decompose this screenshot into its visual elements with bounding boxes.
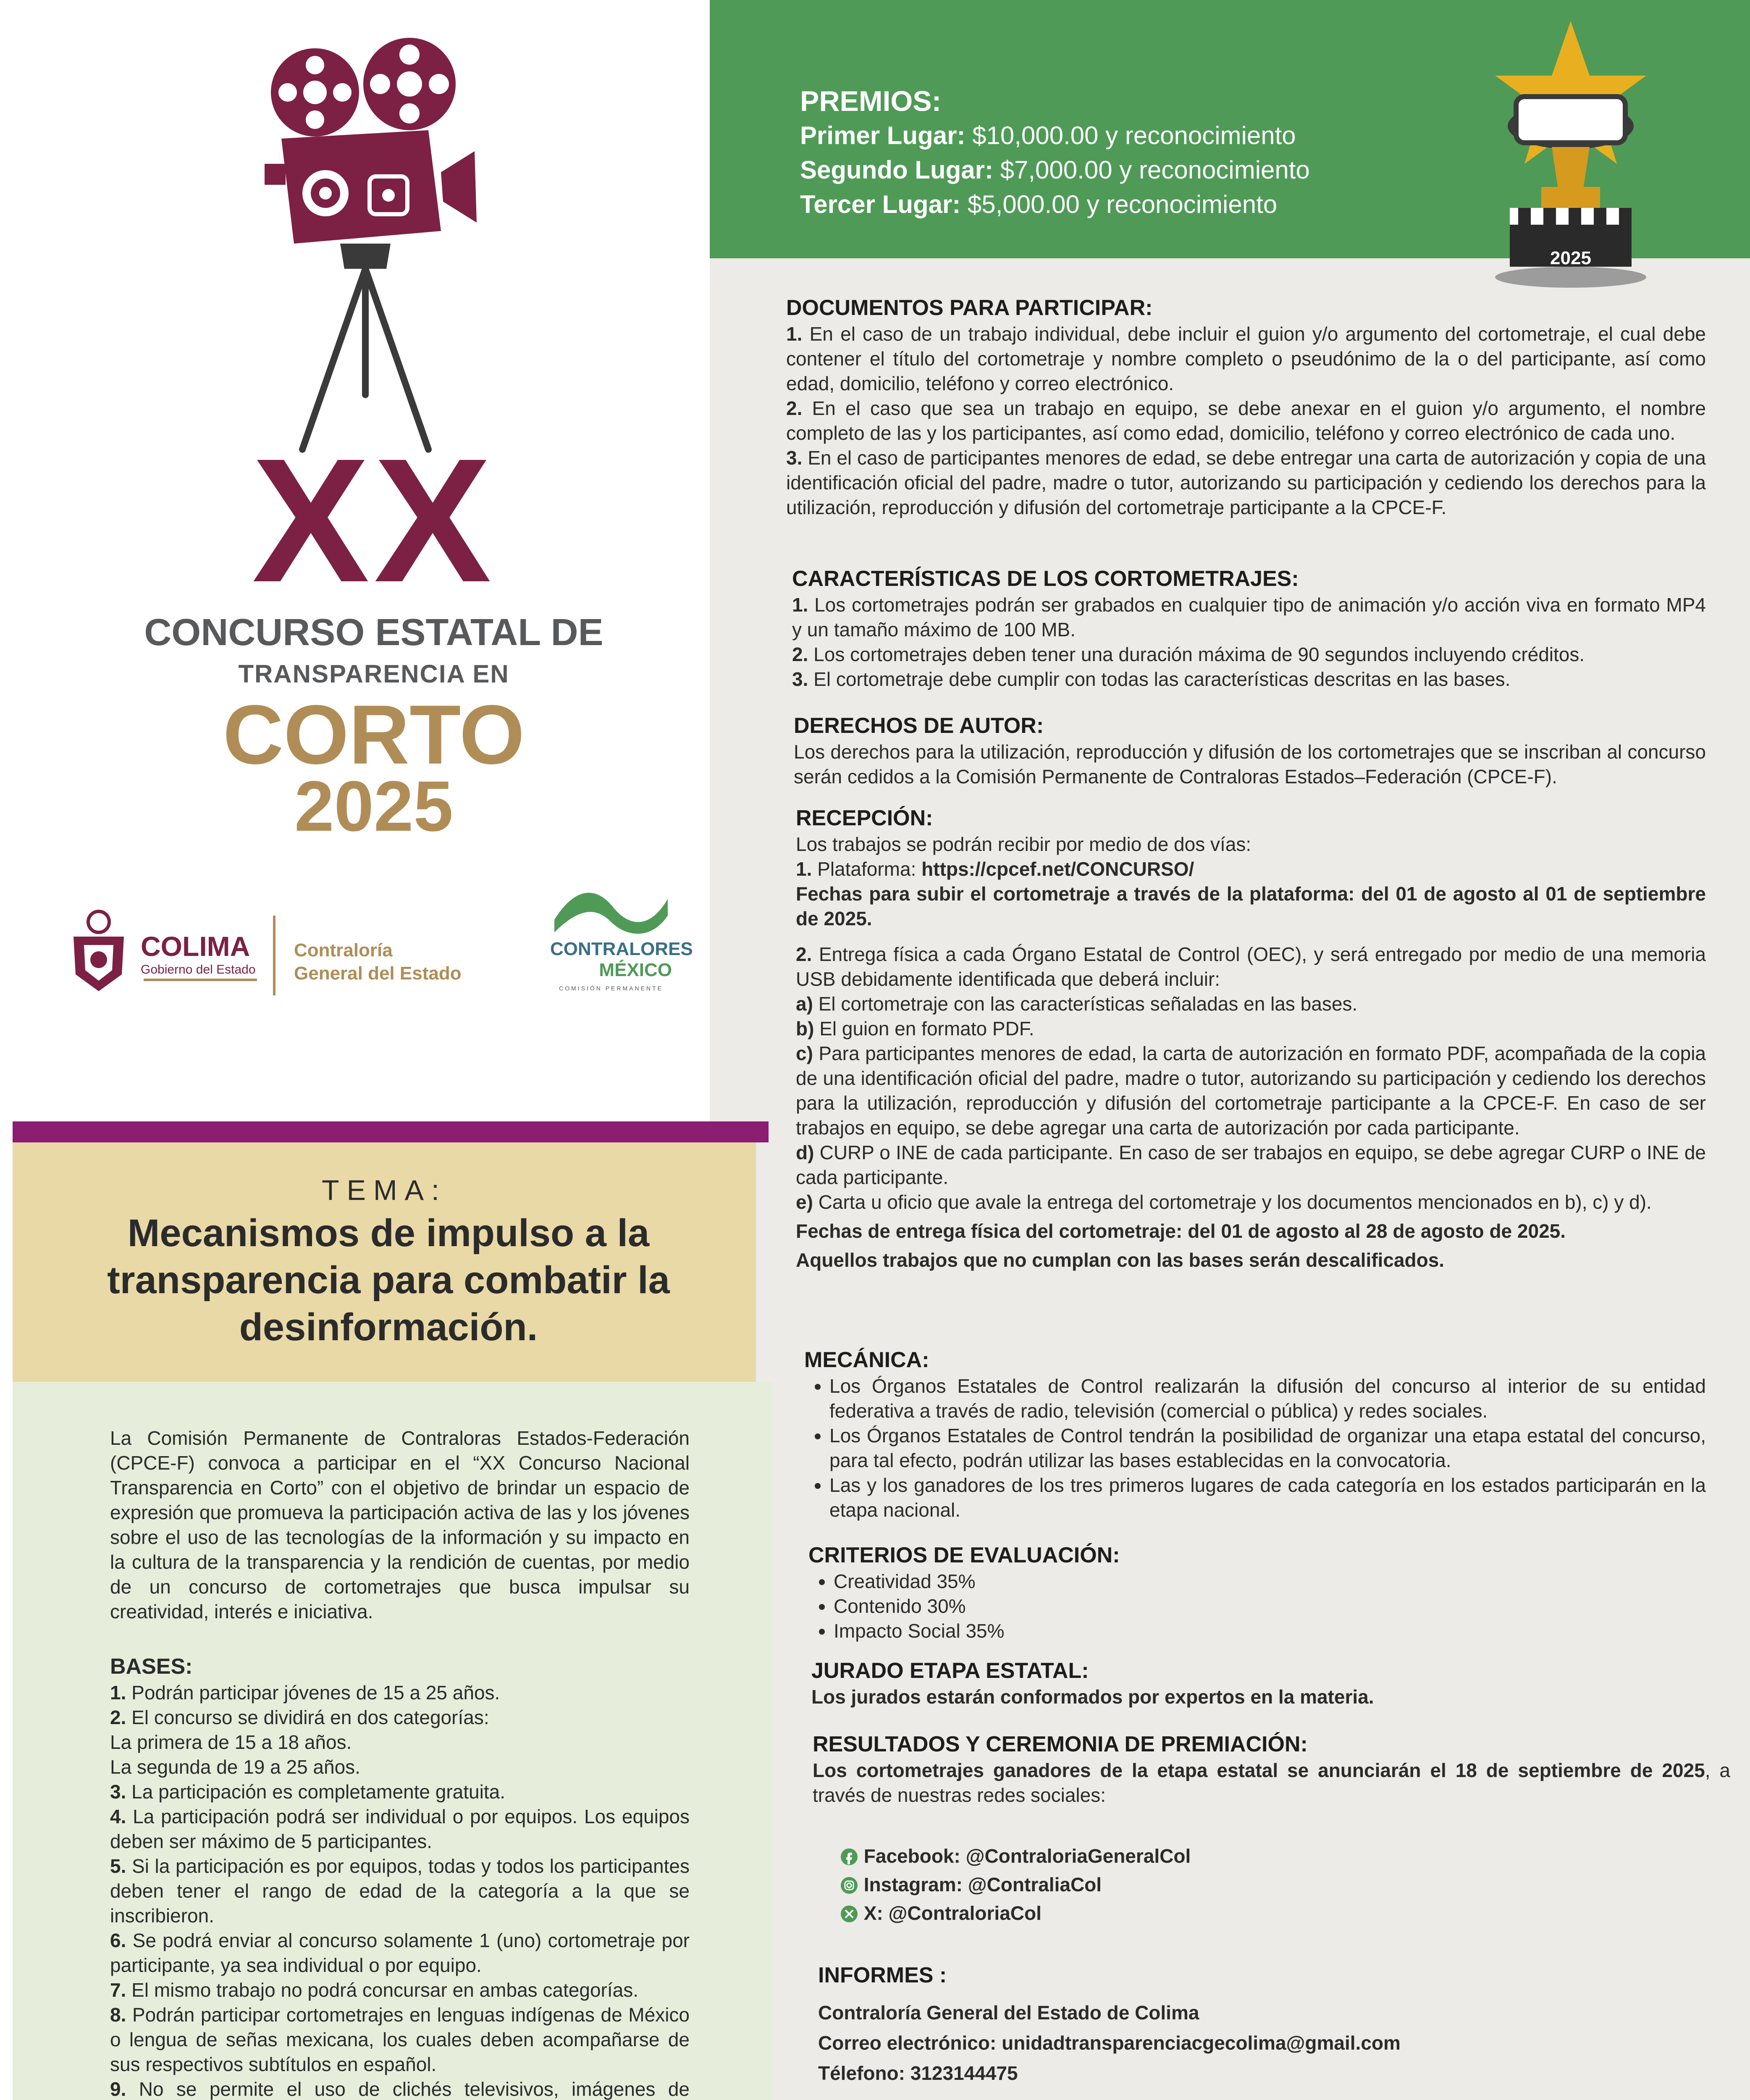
- item-number: 8.: [110, 2004, 126, 2026]
- recepcion-intro: Los trabajos se podrán recibir por medio de dos vías:: [796, 833, 1251, 855]
- jurado-title: JURADO ETAPA ESTATAL:: [811, 1659, 1089, 1683]
- bases-item: [110, 1755, 690, 1780]
- mecanica-item: • Las y los ganadores de los tres primeros lugares de cada categoría en los estados participarán en la etapa nacional.: [829, 1473, 1706, 1522]
- recepcion-sub-item: [796, 1016, 1706, 1041]
- item-letter: a): [796, 993, 813, 1015]
- bases-item: [110, 1978, 690, 2003]
- title-numeral: XX: [252, 422, 496, 619]
- title-corto: CORTO: [223, 688, 525, 782]
- bases-item: [110, 1928, 690, 1978]
- item-number: 3.: [786, 447, 803, 469]
- intro-text: [110, 1426, 690, 1624]
- mecanica-list: [804, 1374, 1706, 1522]
- caracteristicas-item: [792, 593, 1706, 642]
- informes-phone: Télefono: 3123144475: [818, 2062, 1018, 2084]
- bases-item: [110, 2077, 690, 2100]
- caracteristicas-title: CARACTERÍSTICAS DE LOS CORTOMETRAJES:: [792, 567, 1299, 591]
- item-text: El concurso se dividirá en dos categorías:: [131, 1706, 489, 1728]
- contraloria-logo-line2: General del Estado: [294, 963, 462, 984]
- prize-first-label: Primer Lugar:: [800, 121, 966, 150]
- item-text: El cortometraje con las características señaladas en las bases.: [818, 993, 1358, 1015]
- section-mecanica: [804, 1346, 1706, 1522]
- resultados-title: RESULTADOS Y CEREMONIA DE PREMIACIÓN:: [813, 1732, 1308, 1756]
- item-number: 9.: [110, 2078, 126, 2100]
- section-documentos: [786, 294, 1706, 520]
- criterios-item: • Creatividad 35%: [834, 1569, 1706, 1594]
- documentos-item: [786, 322, 1706, 396]
- social-instagram[interactable]: [840, 1870, 1596, 1899]
- criterios-item: • Contenido 30%: [834, 1594, 1706, 1619]
- contralores-swoosh-icon: [550, 890, 672, 937]
- derechos-text: Los derechos para la utilización, reproducción y difusión de los cortometrajes que se inscriban al concurso serán cedidos a la Comisión Permanente de Contraloras Estados–Federación (CPCE-F).: [794, 741, 1706, 788]
- title-line-1: CONCURSO ESTATAL DE: [144, 612, 603, 654]
- criterios-list: [808, 1569, 1706, 1643]
- bases-item: [110, 1730, 690, 1755]
- x-icon: [840, 1905, 858, 1923]
- item-text: La participación podrá ser individual o por equipos. Los equipos deben ser máximo de 5 participantes.: [110, 1806, 690, 1852]
- item-letter: b): [796, 1018, 814, 1040]
- informes-title: INFORMES :: [818, 1963, 947, 1987]
- colima-logo-ornament: [144, 979, 257, 981]
- documentos-title: DOCUMENTOS PARA PARTICIPAR:: [786, 296, 1153, 320]
- prize-third: [800, 187, 1310, 222]
- prize-third-label: Tercer Lugar:: [800, 190, 961, 218]
- item-text: Carta u oficio que avale la entrega del cortometraje y los documentos mencionados en b), c) y d).: [818, 1191, 1652, 1213]
- item-text: CURP o INE de cada participante. En caso de ser trabajos en equipo, se debe agregar CURP o INE de cada participante.: [796, 1142, 1706, 1188]
- item-text: Para participantes menores de edad, la carta de autorización en formato PDF, acompañada de la copia de una identificación oficial del padre, madre o tutor, autorizando su participación y cediendo los derechos para la utilización, reproducción y difusión del cortometraje participante a la CPCE-F. En caso de ser trabajos en equipo, se debe agregar una carta de autorización por cada participante.: [796, 1042, 1706, 1139]
- item-number: 2.: [110, 1706, 126, 1728]
- prize-third-value: $5,000.00 y reconocimiento: [968, 190, 1278, 218]
- caracteristicas-item: [792, 642, 1706, 667]
- jurado-text: Los jurados estarán conformados por expertos en la materia.: [811, 1686, 1374, 1708]
- item-number: 1.: [786, 323, 803, 345]
- caracteristicas-item: [792, 667, 1706, 692]
- section-recepcion: [796, 804, 1706, 1273]
- bases-item: [110, 1854, 690, 1928]
- mecanica-title: MECÁNICA:: [804, 1348, 929, 1372]
- item-text: Entrega física a cada Órgano Estatal de Control (OEC), y será entregado por medio de una memoria USB debidamente identificada que deberá incluir:: [796, 943, 1706, 990]
- instagram-icon: [840, 1876, 858, 1895]
- facebook-icon: [840, 1848, 858, 1866]
- section-derechos: [794, 712, 1706, 789]
- prize-second-label: Segundo Lugar:: [800, 156, 993, 184]
- item-text: Los cortometrajes podrán ser grabados en cualquier tipo de animación y/o acción viva en formato MP4 y un tamaño máximo de 100 MB.: [792, 594, 1706, 640]
- item-number: 2.: [792, 643, 808, 665]
- item-number: 2.: [796, 943, 812, 965]
- item-number: 1.: [110, 1682, 126, 1704]
- mecanica-item: • Los Órganos Estatales de Control realizarán la difusión del concurso al interior de su entidad federativa a través de radio, televisión (comercial o pública) y redes sociales.: [829, 1374, 1706, 1423]
- bases-item: [110, 1705, 690, 1730]
- bases-item: [110, 1780, 690, 1804]
- resultados-rest: , a través de nuestras redes sociales:: [813, 1759, 1730, 1806]
- item-text: Se podrá enviar al concurso solamente 1 (uno) cortometraje por participante, ya sea individual o por equipo.: [110, 1929, 690, 1976]
- derechos-title: DERECHOS DE AUTOR:: [794, 714, 1044, 738]
- logo-separator: [273, 916, 275, 995]
- item-text: En el caso de un trabajo individual, debe incluir el guion y/o argumento del cortometraje, el cual debe contener el título del cortometraje y nombre completo o pseudónimo de la o del participante, así como edad, domicilio, teléfono y correo electrónico.: [786, 323, 1706, 394]
- section-resultados: [813, 1730, 1730, 1808]
- item-text: El cortometraje debe cumplir con todas las características descritas en las bases.: [813, 668, 1511, 690]
- title-line-2: TRANSPARENCIA EN: [238, 660, 509, 688]
- item-text: Podrán participar cortometrajes en lenguas indígenas de México o lengua de señas mexicana, los cuales deben acompañarse de sus respectivos subtítulos en español.: [110, 2004, 690, 2075]
- recepcion-sub-item: [796, 1041, 1706, 1140]
- item-number: 7.: [110, 1979, 126, 2001]
- section-informes: [818, 1961, 1704, 2100]
- purple-divider: [13, 1121, 769, 1142]
- item-letter: e): [796, 1191, 813, 1213]
- prizes-title: PREMIOS:: [800, 85, 942, 117]
- item-text: Si la participación es por equipos, todas y todos los participantes deben tener el rango de edad de la categoría a la que se inscribieron.: [110, 1855, 690, 1927]
- contralores-logo-line1: CONTRALORES: [550, 939, 693, 959]
- bases-item: [110, 2003, 690, 2077]
- tema-label: TEMA:: [322, 1174, 447, 1206]
- recepcion-title: RECEPCIÓN:: [796, 806, 933, 830]
- section-caracteristicas: [792, 565, 1706, 692]
- recepcion-platform-dates: [796, 882, 1706, 931]
- colima-logo-sub: Gobierno del Estado: [141, 963, 256, 976]
- prize-first: [800, 118, 1310, 153]
- item-text: La participación es completamente gratuita.: [131, 1781, 505, 1803]
- mecanica-item: • Los Órganos Estatales de Control tendrán la posibilidad de organizar una etapa estatal del concurso, para tal efecto, podrán utilizar las bases establecidas en la convocatoria.: [829, 1423, 1706, 1473]
- item-letter: d): [796, 1142, 814, 1163]
- platform-url-link[interactable]: https://cpcef.net/CONCURSO/: [921, 858, 1194, 880]
- social-label: X: @ContraloriaCol: [863, 1902, 1042, 1924]
- item-text: Podrán participar jóvenes de 15 a 25 años.: [131, 1682, 500, 1704]
- section-jurado: [811, 1657, 1706, 1709]
- recepcion-sub-item: [796, 1140, 1706, 1190]
- prize-first-value: $10,000.00 y reconocimiento: [972, 121, 1296, 150]
- item-number: 3.: [792, 668, 808, 690]
- colima-logo-name: COLIMA: [141, 931, 250, 962]
- recepcion-sub-item: [796, 1190, 1706, 1215]
- item-number: 3.: [110, 1781, 126, 1803]
- item-text: El guion en formato PDF.: [819, 1018, 1034, 1040]
- item-letter: c): [796, 1042, 813, 1064]
- social-x[interactable]: [840, 1899, 1596, 1927]
- item-text: La segunda de 19 a 25 años.: [110, 1756, 360, 1778]
- platform-dates: Fechas para subir el cortometraje a través de la plataforma: del 01 de agosto al 01 de septiembre de 2025.: [796, 883, 1706, 929]
- bases-title: BASES:: [110, 1654, 193, 1679]
- informes-email: Correo electrónico: unidadtransparenciacgecolima@gmail.com: [818, 2032, 1401, 2054]
- recepcion-physical: [796, 942, 1706, 992]
- contraloria-logo-line1: Contraloría: [294, 940, 393, 961]
- item-text: La primera de 15 a 18 años.: [110, 1731, 352, 1753]
- item-text: No se permite el uso de clichés televisivos, imágenes de: [139, 2078, 690, 2100]
- item-number: 1.: [796, 858, 812, 880]
- section-bases: [110, 1653, 690, 2100]
- intro-paragraph: La Comisión Permanente de Contraloras Estados-Federación (CPCE-F) convoca a participar en el “XX Concurso Nacional Transparencia en Corto” con el objetivo de brindar un espacio de expresión que promueva la participación activa de las y los jóvenes sobre el uso de las tecnologías de la información y su impacto en la cultura de la transparencia y la rendición de cuentas, por medio de un concurso de cortometrajes que busca impulsar su creatividad, interés e iniciativa.: [110, 1427, 690, 1622]
- platform-label: Plataforma:: [817, 858, 916, 880]
- item-text: El mismo trabajo no podrá concursar en ambas categorías.: [131, 1979, 638, 2001]
- contralores-logo-line2: MÉXICO: [599, 960, 672, 980]
- item-number: 4.: [110, 1806, 126, 1827]
- recepcion-warning: Aquellos trabajos que no cumplan con las bases serán descalificados.: [796, 1249, 1445, 1271]
- criterios-title: CRITERIOS DE EVALUACIÓN:: [808, 1543, 1120, 1567]
- bases-item: [110, 1804, 690, 1854]
- recepcion-physical-dates: [796, 1219, 1706, 1244]
- contralores-logo-line3: COMISIÓN PERMANENTE: [559, 985, 663, 992]
- prize-second-value: $7,000.00 y reconocimiento: [1000, 156, 1310, 184]
- social-label: Instagram: @ContraliaCol: [863, 1874, 1102, 1895]
- tema-title: Mecanismos de impulso a la transparencia para combatir la desinformación.: [107, 1212, 670, 1349]
- trophy-year: 2025: [1550, 248, 1591, 268]
- recepcion-sub-item: [796, 992, 1706, 1016]
- documentos-item: [786, 446, 1706, 520]
- item-number: 5.: [110, 1855, 126, 1877]
- physical-dates: Fechas de entrega física del cortometraje: del 01 de agosto al 28 de agosto de 2025.: [796, 1220, 1566, 1242]
- social-facebook[interactable]: [840, 1842, 1596, 1870]
- item-number: 1.: [792, 594, 808, 616]
- film-camera-icon: [265, 34, 483, 454]
- recepcion-platform: [796, 857, 1706, 882]
- item-text: En el caso que sea un trabajo en equipo, se debe anexar en el guion y/o argumento, el nombre completo de las y los participantes, así como edad, domicilio, teléfono y correo electrónico de cada uno.: [786, 397, 1706, 444]
- prize-second: [800, 153, 1310, 187]
- resultados-text: [813, 1758, 1730, 1808]
- title-year: 2025: [294, 766, 454, 846]
- contraloria-logo: [294, 939, 462, 985]
- section-criterios: [808, 1541, 1706, 1643]
- item-number: 2.: [786, 397, 803, 419]
- social-links: [840, 1842, 1596, 1927]
- informes-line1: Contraloría General del Estado de Colima: [818, 2002, 1199, 2024]
- item-text: Los cortometrajes deben tener una duración máxima de 90 segundos incluyendo créditos.: [813, 643, 1585, 665]
- colima-seal-icon: [67, 907, 130, 995]
- prizes-list: [800, 84, 1310, 222]
- criterios-item: • Impacto Social 35%: [834, 1619, 1706, 1643]
- item-text: En el caso de participantes menores de edad, se debe entregar una carta de autorización y copia de una identificación oficial del padre, madre o tutor, autorizando su participación y cediendo los derechos para la utilización, reproducción y difusión del cortometraje participante a la CPCE-F.: [786, 447, 1706, 518]
- item-number: 6.: [110, 1929, 126, 1951]
- resultados-date: Los cortometrajes ganadores de la etapa estatal se anunciarán el 18 de septiembre de 2025: [813, 1759, 1705, 1781]
- social-label: Facebook: @ContraloriaGeneralCol: [863, 1845, 1191, 1867]
- bases-item: [110, 1680, 690, 1705]
- documentos-item: [786, 396, 1706, 446]
